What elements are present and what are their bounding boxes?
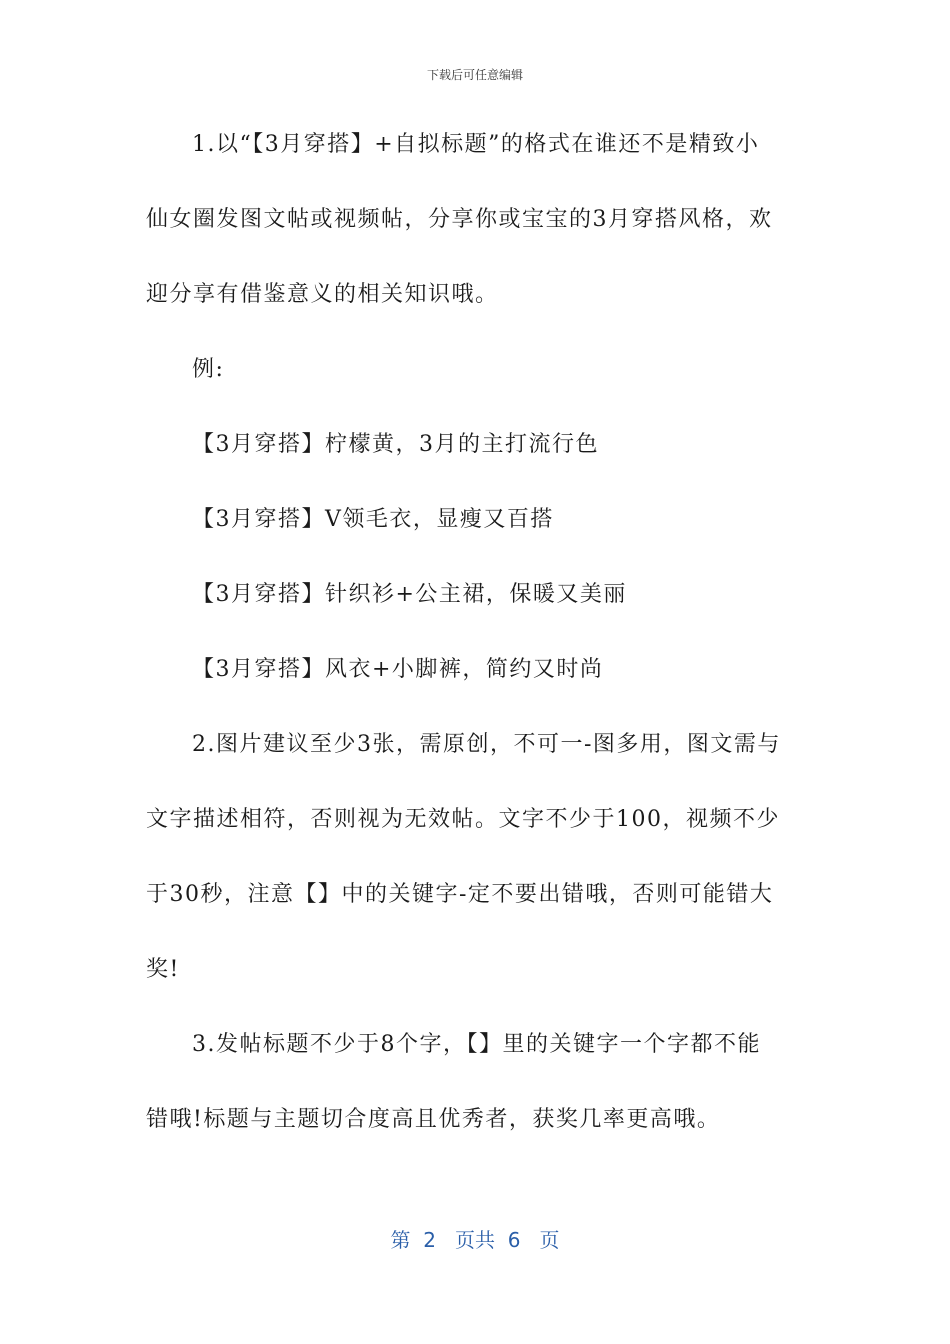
example-item-4: 【3月穿搭】风衣+小脚裤，简约又时尚 — [192, 657, 604, 682]
paragraph-2-line-4: 奖! — [146, 957, 180, 982]
paragraph-3-line-1: 3.发帖标题不少于8个字，【】里的关键字一个字都不能 — [192, 1032, 761, 1057]
example-label: 例: — [192, 357, 225, 382]
paragraph-1-line-2: 仙女圈发图文帖或视频帖，分享你或宝宝的3月穿搭风格，欢 — [146, 207, 773, 232]
paragraph-1-line-1: 1.以“【3月穿搭】+自拟标题”的格式在谁还不是精致小 — [192, 132, 760, 157]
paragraph-2-line-3: 于30秒，注意【】中的关键字-定不要出错哦，否则可能错大 — [146, 882, 774, 907]
paragraph-3-line-2: 错哦!标题与主题切合度高且优秀者，获奖几率更高哦。 — [146, 1107, 721, 1132]
example-item-2: 【3月穿搭】V领毛衣，显瘦又百搭 — [192, 507, 554, 532]
page-number: 第 2 页共 6 页 — [390, 1228, 560, 1252]
example-item-3: 【3月穿搭】针织衫+公主裙，保暖又美丽 — [192, 582, 627, 607]
paragraph-2-line-2: 文字描述相符，否则视为无效帖。文字不少于100，视频不少 — [146, 807, 780, 832]
header-note: 下载后可任意编辑 — [426, 68, 523, 82]
document-body — [146, 123, 806, 1173]
paragraph-2-line-1: 2.图片建议至少3张，需原创，不可一-图多用，图文需与 — [192, 732, 781, 757]
example-item-1: 【3月穿搭】柠檬黄，3月的主打流行色 — [192, 432, 599, 457]
paragraph-1-line-3: 迎分享有借鉴意义的相关知识哦。 — [146, 282, 499, 307]
